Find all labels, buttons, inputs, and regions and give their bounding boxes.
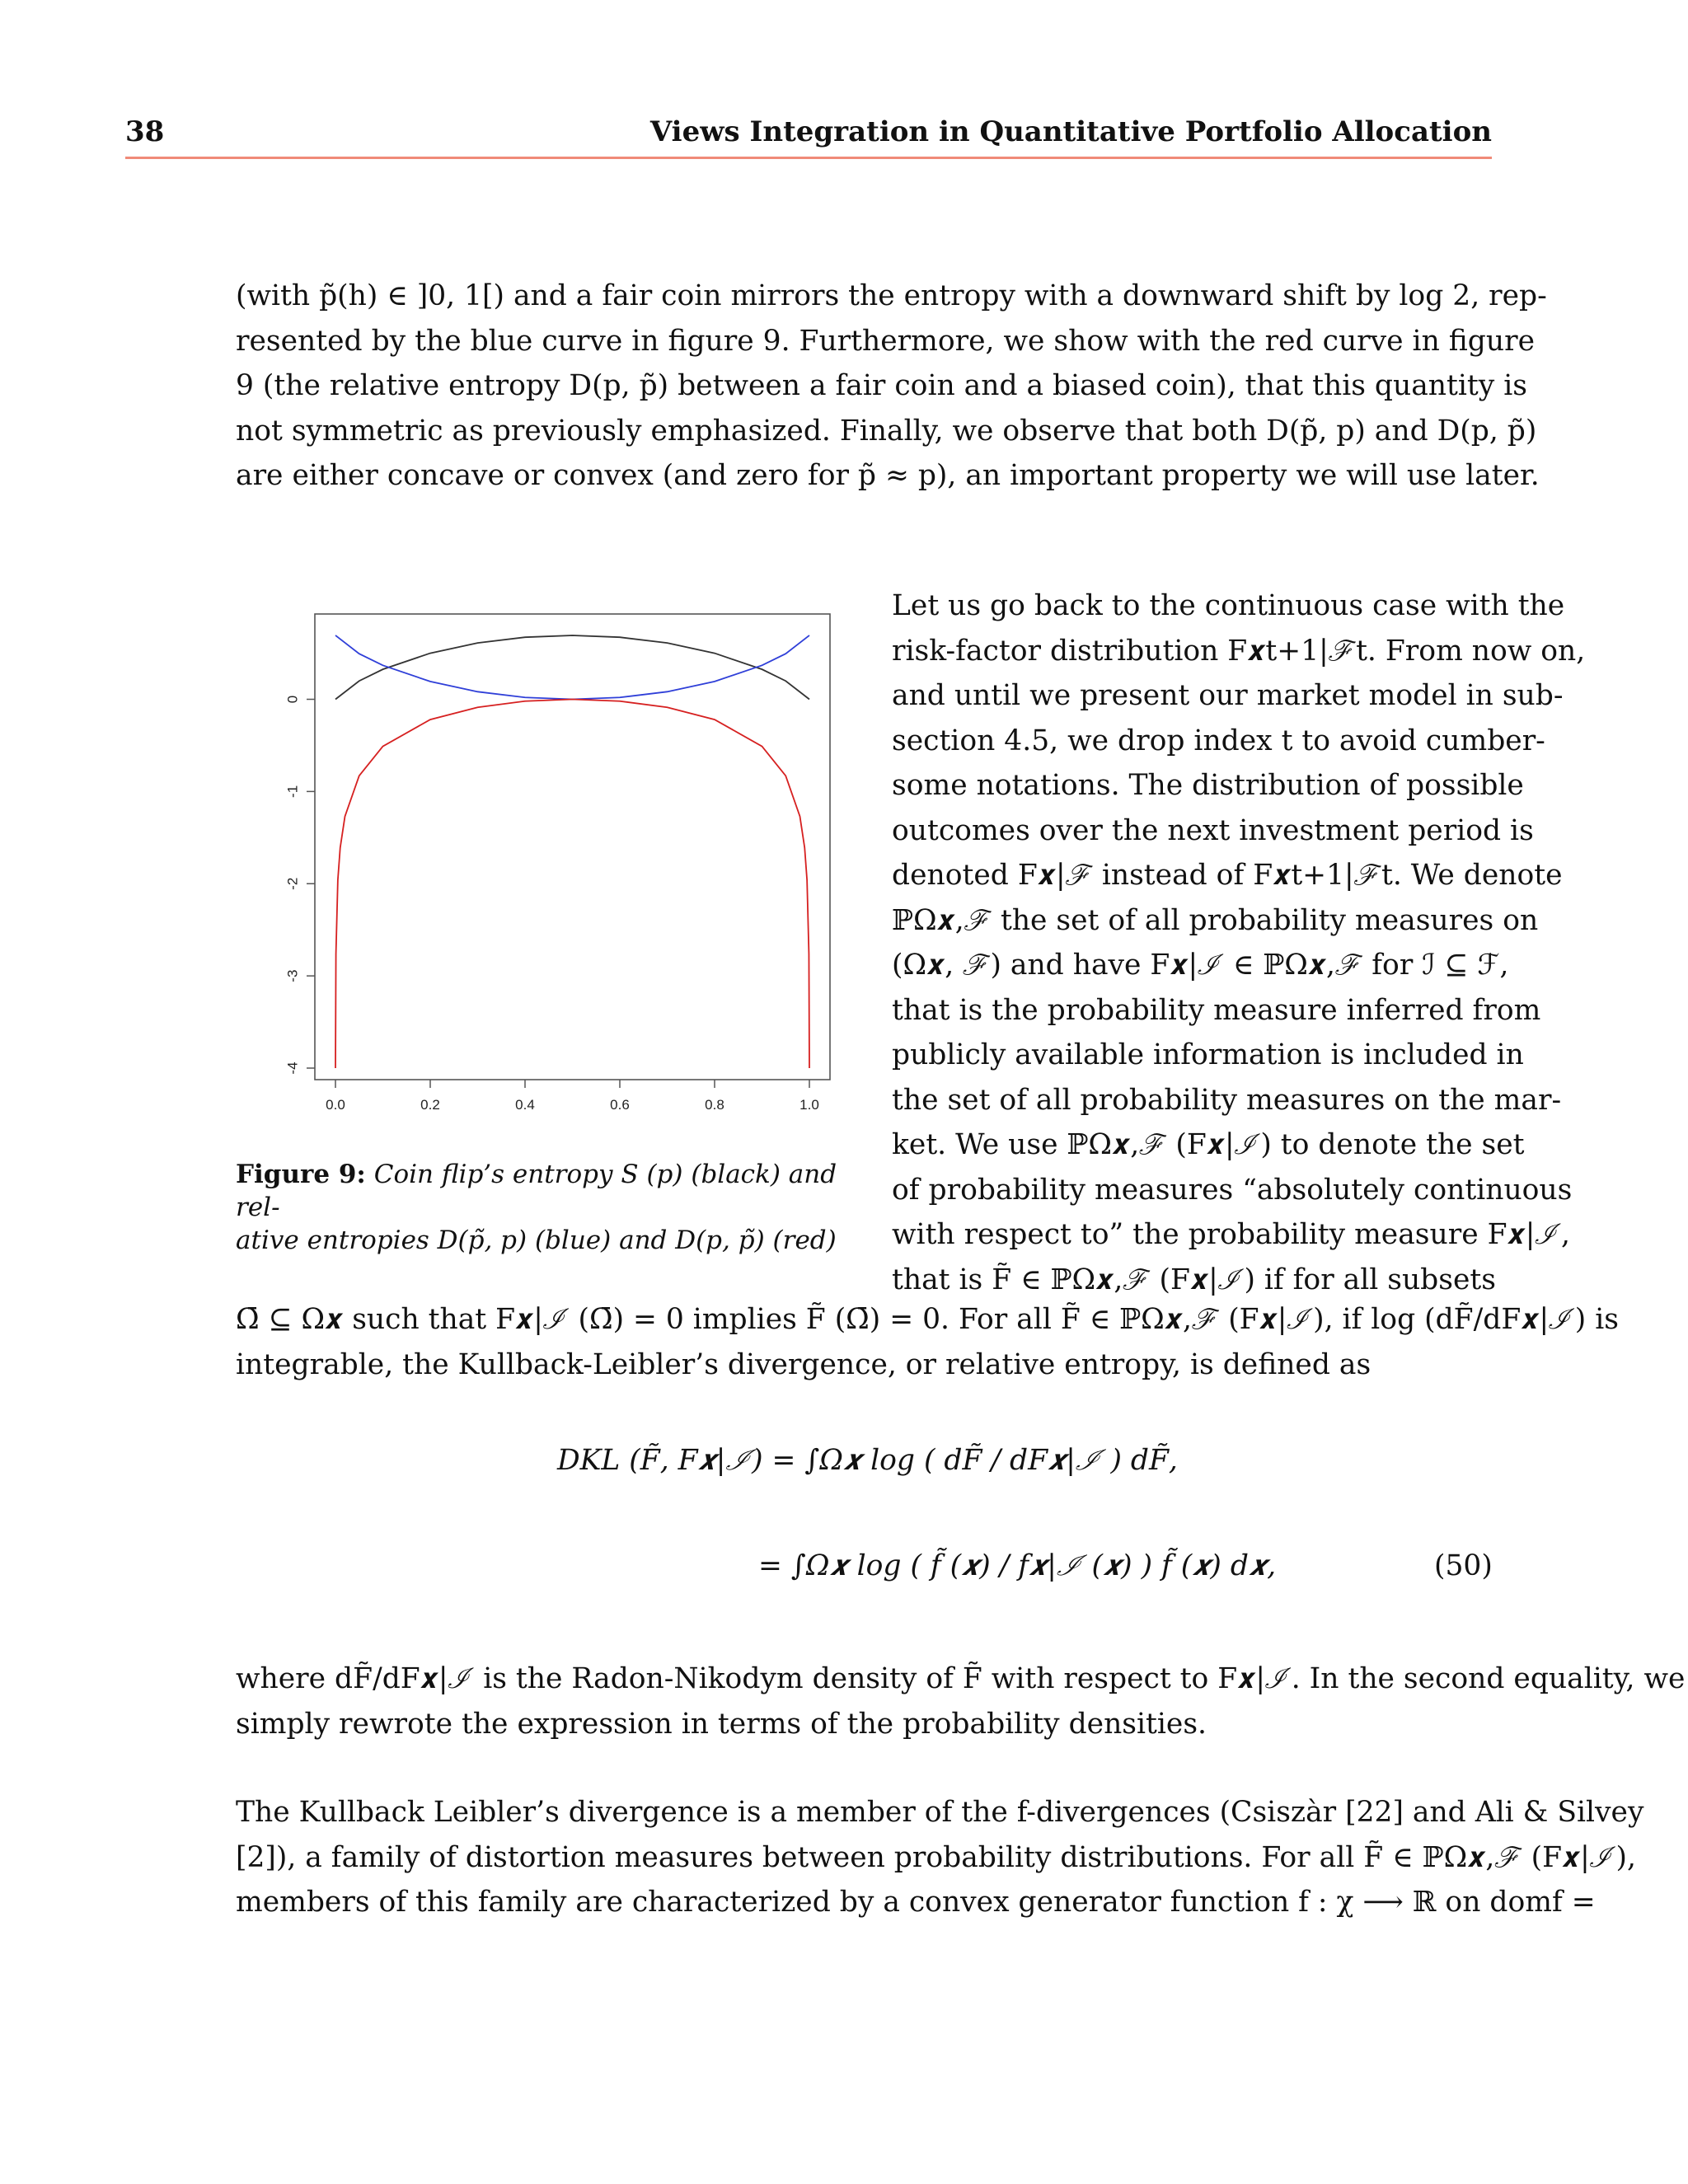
x-tick-label: 1.0 — [799, 1097, 819, 1113]
text-line: that is F̃ ∈ ℙΩ𝒙,ℱ (F𝒙|ℐ) if for all subsets — [892, 1263, 1496, 1296]
text-line: 9 (the relative entropy D(p, p̃) between a fair coin and a biased coin), that this quantity is — [236, 369, 1527, 402]
y-tick-label: -2 — [284, 877, 301, 890]
text-line: denoted F𝒙|ℱ instead of F𝒙t+1|ℱt. We denote — [892, 859, 1563, 892]
text-line: members of this family are characterized by a convex generator function f : χ ⟶ ℝ on domf = — [236, 1886, 1596, 1919]
caption-text-1: Coin flip’s entropy S (p) (black) and rel- — [236, 1160, 837, 1222]
text-line: Let us go back to the continuous case with the — [892, 589, 1565, 622]
x-tick-label: 0.8 — [705, 1097, 724, 1113]
paragraph-entropy-discussion — [236, 274, 1547, 499]
chart-svg — [247, 602, 841, 1129]
y-tick-label: -1 — [284, 785, 301, 798]
caption-text-2: ative entropies D(p̃, p) (blue) and D(p, p̃) (red) — [236, 1226, 837, 1255]
page-number: 38 — [125, 115, 165, 148]
running-title: Views Integration in Quantitative Portfolio Allocation — [649, 115, 1492, 148]
y-tick-label: -3 — [284, 969, 301, 982]
paragraph-continuous-case — [892, 583, 1586, 1302]
text-line: are either concave or convex (and zero for p̃ ≈ p), an important property we will use later. — [236, 459, 1540, 492]
plot-frame — [315, 614, 830, 1080]
y-tick-label: 0 — [284, 695, 301, 704]
text-line: with respect to” the probability measure F𝒙|ℐ, — [892, 1218, 1571, 1251]
text-line: ket. We use ℙΩ𝒙,ℱ (F𝒙|ℐ) to denote the set — [892, 1128, 1525, 1161]
text-line: that is the probability measure inferred from — [892, 993, 1541, 1027]
text-line: not symmetric as previously emphasized. Finally, we observe that both D(p̃, p) and D(p, p̃) — [236, 414, 1537, 448]
text-line: (Ω𝒙, ℱ) and have F𝒙|ℐ ∈ ℙΩ𝒙,ℱ for ℐ ⊆ ℱ, — [892, 949, 1509, 982]
paragraph-kl-definition — [236, 1297, 1619, 1387]
header-rule — [125, 157, 1492, 159]
text-line: simply rewrote the expression in terms of the probability densities. — [236, 1707, 1207, 1741]
text-line: ℙΩ𝒙,ℱ the set of all probability measures on — [892, 903, 1539, 937]
caption-label: Figure 9: — [236, 1160, 366, 1189]
series-line-1 — [335, 635, 809, 700]
equation-line-2: = ∫Ω𝒙 log ( f̃ (𝒙) / f𝒙|ℐ (𝒙) ) f̃ (𝒙) d𝒙, — [758, 1549, 1277, 1582]
text-line: publicly available information is included in — [892, 1038, 1524, 1071]
paragraph-radon-nikodym — [236, 1657, 1686, 1746]
text-line: outcomes over the next investment period is — [892, 813, 1534, 847]
x-axis — [326, 1080, 819, 1113]
text-line: of probability measures “absolutely continuous — [892, 1173, 1573, 1207]
figure-9-chart — [247, 602, 841, 1129]
text-line: [2]), a family of distortion measures between probability distributions. For all F̃ ∈ ℙΩ𝒙,ℱ (F𝒙|ℐ), — [236, 1840, 1636, 1874]
paragraph-f-divergences — [236, 1790, 1644, 1925]
series-line-2 — [335, 635, 809, 700]
text-line: section 4.5, we drop index t to avoid cumber- — [892, 724, 1545, 757]
text-line: where dF̃/dF𝒙|ℐ is the Radon-Nikodym density of F̃ with respect to F𝒙|ℐ. In the second equality, we — [236, 1662, 1686, 1695]
equation-line-1: DKL (F̃, F𝒙|ℐ) = ∫Ω𝒙 log ( dF̃ / dF𝒙|ℐ ) dF̃, — [557, 1444, 1178, 1477]
text-line: some notations. The distribution of possible — [892, 769, 1524, 802]
page-header — [125, 115, 1492, 158]
text-line: (with p̃(h) ∈ ]0, 1[) and a fair coin mirrors the entropy with a downward shift by log 2, rep- — [236, 279, 1547, 312]
x-tick-label: 0.6 — [610, 1097, 630, 1113]
equation-number: (50) — [1434, 1549, 1493, 1582]
text-line: The Kullback Leibler’s divergence is a member of the f-divergences (Csiszàr [22] and Ali & Silvey — [236, 1796, 1644, 1829]
text-line: resented by the blue curve in figure 9. Furthermore, we show with the red curve in figure — [236, 324, 1535, 358]
text-line: and until we present our market model in sub- — [892, 679, 1564, 712]
text-line: integrable, the Kullback-Leibler’s divergence, or relative entropy, is defined as — [236, 1347, 1372, 1381]
series-layer — [335, 635, 809, 1068]
y-tick-label: -4 — [284, 1062, 301, 1075]
x-tick-label: 0.4 — [515, 1097, 535, 1113]
text-line: the set of all probability measures on the mar- — [892, 1083, 1562, 1117]
text-line: Ω̄ ⊆ Ω𝒙 such that F𝒙|ℐ (Ω̄) = 0 implies F̃ (Ω̄) = 0. For all F̃ ∈ ℙΩ𝒙,ℱ (F𝒙|ℐ), if log (dF̃/dF𝒙|ℐ) is — [236, 1303, 1619, 1336]
x-tick-label: 0.2 — [420, 1097, 440, 1113]
figure-caption — [236, 1158, 870, 1257]
text-line: risk-factor distribution F𝒙t+1|ℱt. From now on, — [892, 634, 1586, 668]
series-line-3 — [335, 700, 809, 1069]
x-tick-label: 0.0 — [326, 1097, 345, 1113]
y-axis — [284, 696, 315, 1075]
